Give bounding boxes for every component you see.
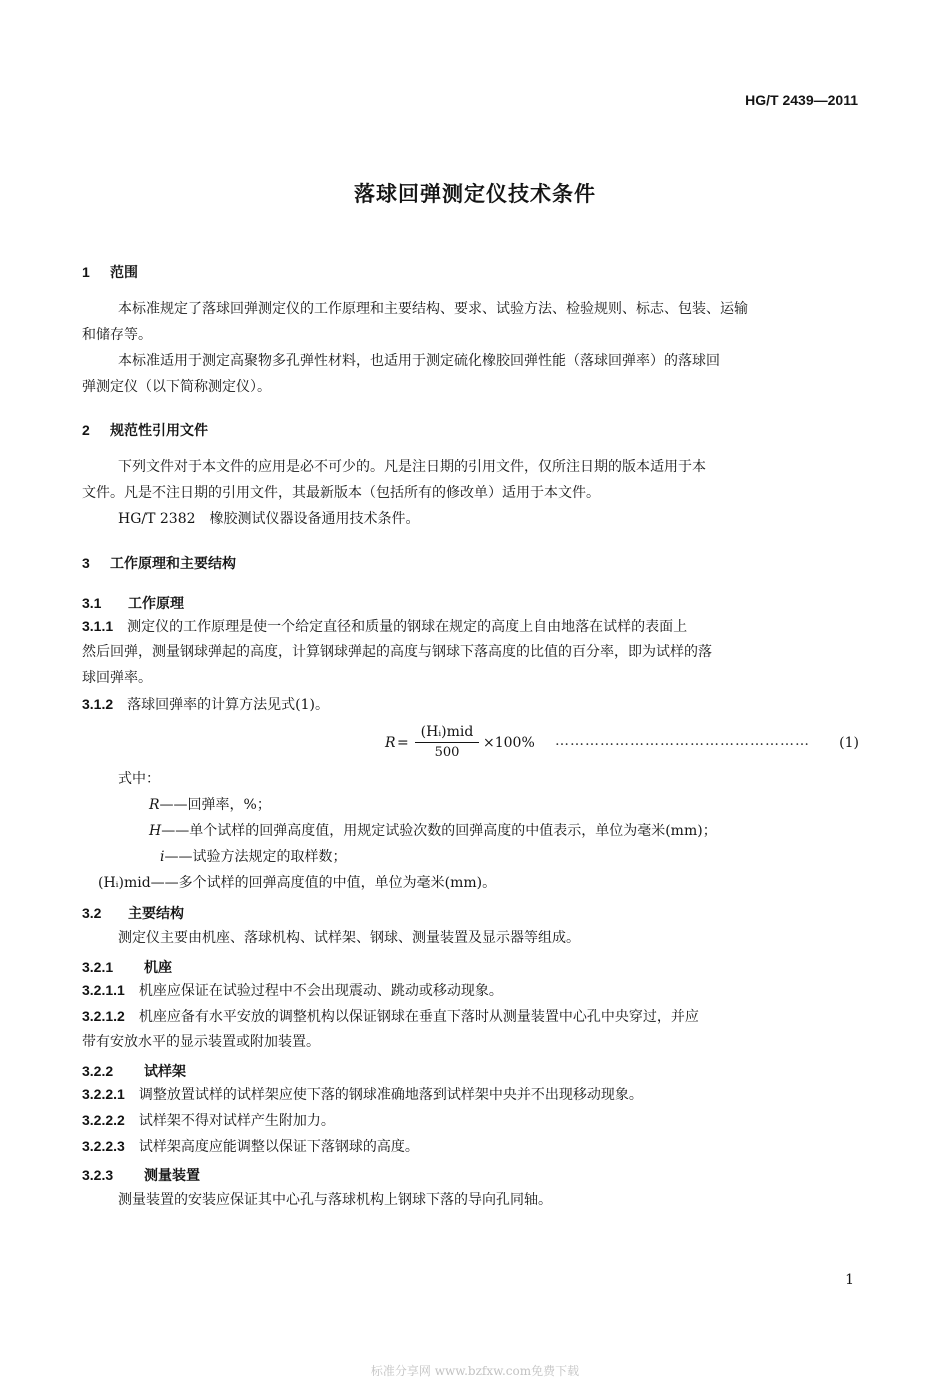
formula-leader-dots: …………………………………………… bbox=[555, 733, 810, 749]
section-number: 3.2.1 bbox=[82, 959, 114, 975]
paragraph-line: 文件。凡是不注日期的引用文件，其最新版本（包括所有的修改单）适用于本文件。 bbox=[82, 485, 600, 501]
clause-text: 测定仪的工作原理是使一个给定直径和质量的钢球在规定的高度上自由地落在试样的表面上 bbox=[127, 619, 688, 635]
paragraph-line: 带有安放水平的显示装置或附加装置。 bbox=[82, 1034, 320, 1050]
formula-fraction bbox=[415, 724, 479, 760]
section-3-2-heading bbox=[82, 903, 184, 923]
variable-symbol: R bbox=[149, 797, 160, 813]
formula-denominator: 500 bbox=[434, 745, 460, 760]
clause-number: 3.2.2.3 bbox=[82, 1138, 125, 1154]
variable-symbol: (Hᵢ)mid bbox=[98, 875, 151, 891]
formula-lhs: R bbox=[385, 735, 396, 751]
variable-symbol: H bbox=[149, 823, 162, 839]
variable-text: ——回弹率，%； bbox=[159, 797, 271, 813]
section-title: 工作原理和主要结构 bbox=[110, 556, 236, 572]
section-title: 工作原理 bbox=[128, 596, 184, 612]
paragraph-line: 测量装置的安装应保证其中心孔与落球机构上钢球下落的导向孔同轴。 bbox=[118, 1192, 552, 1208]
variable-text: ——多个试样的回弹高度值的中值，单位为毫米(mm)。 bbox=[150, 875, 497, 891]
paragraph-line: 测定仪主要由机座、落球机构、试样架、钢球、测量装置及显示器等组成。 bbox=[118, 930, 580, 946]
paragraph-line: 本标准规定了落球回弹测定仪的工作原理和主要结构、要求、试验方法、检验规则、标志、包装、运输 bbox=[118, 301, 748, 317]
paragraph-line: 弹测定仪（以下简称测定仪）。 bbox=[82, 379, 271, 395]
section-3-2-3-heading bbox=[82, 1165, 200, 1185]
section-title: 主要结构 bbox=[128, 906, 184, 922]
paragraph-line: 本标准适用于测定高聚物多孔弹性材料，也适用于测定硫化橡胶回弹性能（落球回弹率）的落球回 bbox=[118, 353, 720, 369]
clause-3-1-1 bbox=[82, 619, 687, 634]
formula-numerator: (Hᵢ)mid bbox=[415, 724, 479, 743]
clause-text: 试样架高度应能调整以保证下落钢球的高度。 bbox=[138, 1139, 419, 1155]
paragraph-line: 然后回弹，测量钢球弹起的高度，计算钢球弹起的高度与钢球下落高度的比值的百分率，即为试样的落 bbox=[82, 644, 712, 660]
section-title: 机座 bbox=[144, 960, 172, 976]
watermark-footer: 标准分享网 www.bzfxw.com免费下载 bbox=[370, 1364, 580, 1378]
section-number: 3.2 bbox=[82, 905, 102, 921]
where-intro: 式中： bbox=[118, 771, 160, 787]
section-number: 3.2.3 bbox=[82, 1167, 114, 1183]
variable-definition-i bbox=[160, 850, 346, 864]
variable-definition-h bbox=[149, 824, 717, 838]
clause-number: 3.1.1 bbox=[82, 618, 114, 634]
formula-equation-number: (1) bbox=[839, 735, 859, 751]
clause-text: 试样架不得对试样产生附加力。 bbox=[138, 1113, 335, 1129]
section-1-heading bbox=[82, 262, 138, 282]
section-title: 规范性引用文件 bbox=[110, 423, 208, 439]
clause-text: 机座应保证在试验过程中不会出现震动、跳动或移动现象。 bbox=[138, 983, 503, 999]
clause-number: 3.2.2.2 bbox=[82, 1112, 125, 1128]
variable-symbol: i bbox=[160, 849, 165, 865]
clause-number: 3.2.1.1 bbox=[82, 982, 125, 998]
standard-code: HG/T 2439—2011 bbox=[745, 92, 858, 108]
section-number: 1 bbox=[82, 264, 90, 280]
section-number: 3.1 bbox=[82, 595, 102, 611]
clause-3-2-1-2 bbox=[82, 1009, 699, 1024]
section-2-heading bbox=[82, 420, 208, 440]
normative-reference: HG/T 2382 橡胶测试仪器设备通用技术条件。 bbox=[118, 511, 420, 527]
clause-number: 3.1.2 bbox=[82, 696, 114, 712]
paragraph-line: 和储存等。 bbox=[82, 327, 152, 343]
variable-definition-r bbox=[149, 798, 271, 812]
clause-3-1-2 bbox=[82, 697, 329, 712]
page-number: 1 bbox=[845, 1272, 854, 1288]
clause-text: 落球回弹率的计算方法见式(1)。 bbox=[127, 697, 329, 713]
formula-multiplier: ×100% bbox=[483, 735, 535, 751]
paragraph-line: 下列文件对于本文件的应用是必不可少的。凡是注日期的引用文件，仅所注日期的版本适用于本 bbox=[118, 459, 706, 475]
section-number: 3 bbox=[82, 555, 90, 571]
variable-definition-hmid bbox=[98, 876, 496, 890]
section-number: 2 bbox=[82, 422, 90, 438]
clause-number: 3.2.2.1 bbox=[82, 1086, 125, 1102]
clause-3-2-2-1 bbox=[82, 1087, 643, 1102]
formula-equals: = bbox=[397, 735, 409, 751]
variable-text: ——单个试样的回弹高度值，用规定试验次数的回弹高度的中值表示，单位为毫米(mm)； bbox=[161, 823, 717, 839]
clause-text: 机座应备有水平安放的调整机构以保证钢球在垂直下落时从测量装置中心孔中央穿过，并应 bbox=[138, 1009, 699, 1025]
section-3-2-2-heading bbox=[82, 1061, 186, 1081]
clause-text: 调整放置试样的试样架应使下落的钢球准确地落到试样架中央并不出现移动现象。 bbox=[138, 1087, 643, 1103]
paragraph-line: 球回弹率。 bbox=[82, 670, 152, 686]
clause-3-2-2-3 bbox=[82, 1139, 419, 1154]
clause-3-2-1-1 bbox=[82, 983, 503, 998]
section-3-2-1-heading bbox=[82, 957, 172, 977]
section-number: 3.2.2 bbox=[82, 1063, 114, 1079]
section-3-1-heading bbox=[82, 593, 184, 613]
formula-1 bbox=[385, 724, 859, 764]
clause-3-2-2-2 bbox=[82, 1113, 335, 1128]
section-title: 测量装置 bbox=[144, 1168, 200, 1184]
section-title: 范围 bbox=[110, 265, 138, 281]
variable-text: ——试验方法规定的取样数； bbox=[164, 849, 347, 865]
section-title: 试样架 bbox=[144, 1064, 186, 1080]
section-3-heading bbox=[82, 553, 236, 573]
clause-number: 3.2.1.2 bbox=[82, 1008, 125, 1024]
document-title: 落球回弹测定仪技术条件 bbox=[354, 182, 596, 206]
